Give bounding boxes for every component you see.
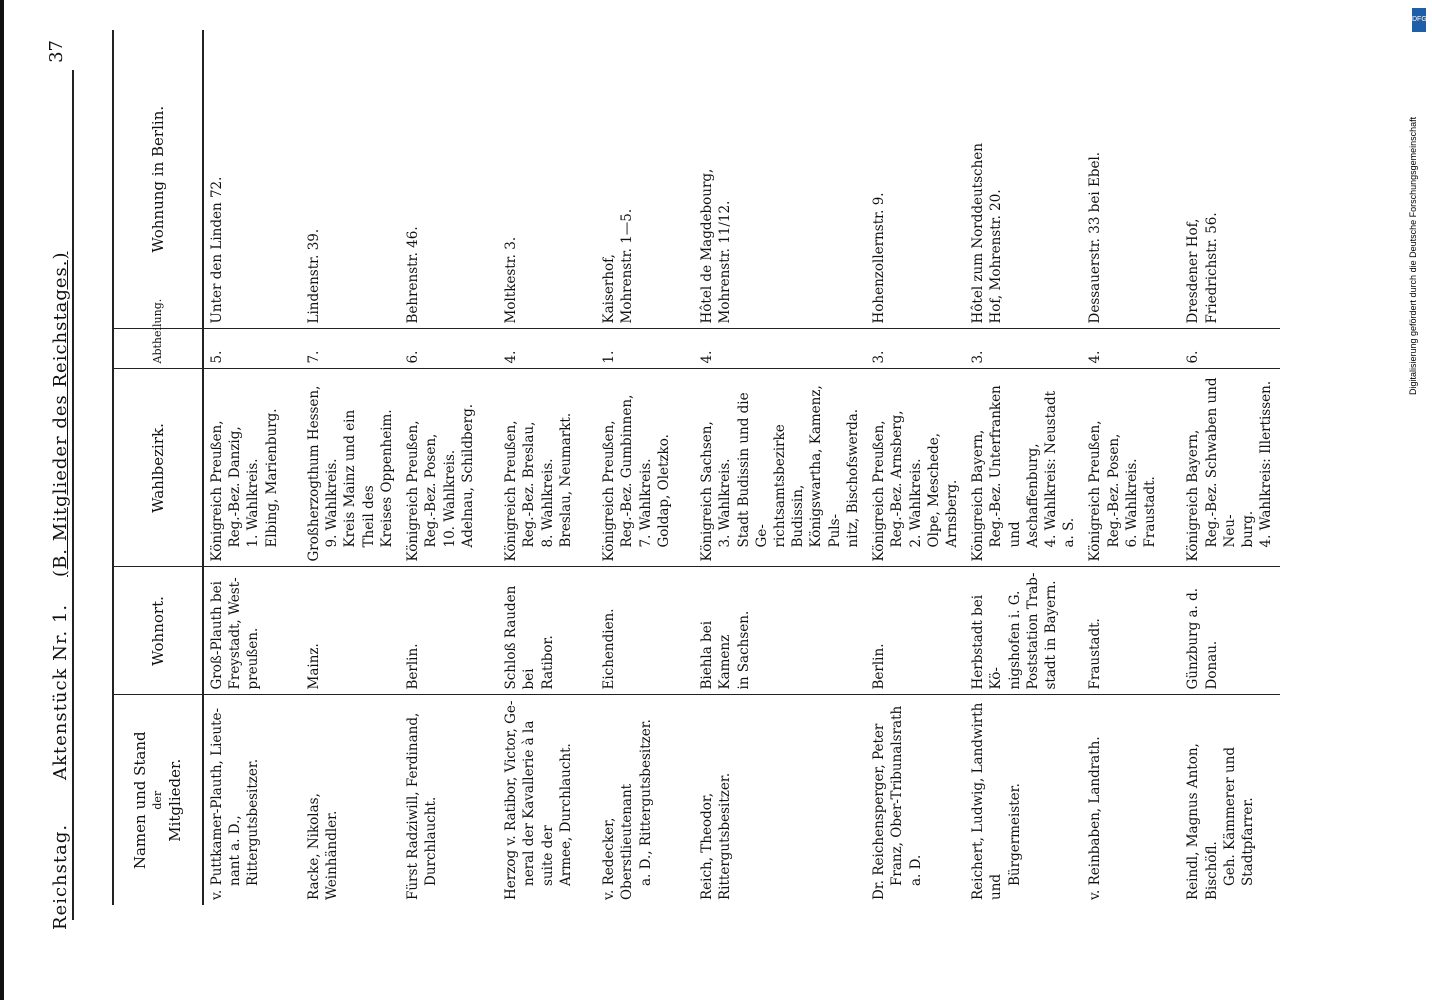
name-line: Geh. Kämmerer und Stadtpfarrer. bbox=[1221, 747, 1257, 886]
table-body bbox=[203, 30, 1280, 905]
cell-name bbox=[1082, 695, 1180, 905]
cell-name bbox=[866, 695, 965, 905]
name-line: Racke, Nikolas, Weinhändler. bbox=[306, 793, 341, 900]
wahlbezirk-line: Reg.-Bez. Schwaben und Neu- bbox=[1203, 377, 1238, 548]
running-head-center bbox=[50, 252, 71, 780]
document-number: Aktenstück Nr. 1. bbox=[50, 603, 71, 780]
wohnung-line: Behrenstr. 46. bbox=[405, 226, 422, 324]
wahlbezirk-line: 7. Wahlkreis. bbox=[637, 458, 654, 548]
name-line: nant a. D., Rittergutsbesitzer. bbox=[227, 758, 262, 886]
cell-wahlbezirk bbox=[400, 369, 498, 567]
cell-wohnort bbox=[203, 567, 301, 695]
cell-wohnung bbox=[866, 30, 965, 329]
wohnort-line: Mainz. bbox=[306, 643, 322, 690]
name-line: Armee, Durchlaucht. bbox=[557, 743, 574, 886]
table-header-row bbox=[113, 30, 203, 905]
wohnort-line: Poststation Trab- bbox=[1024, 572, 1041, 690]
cell-abtheilung: 6. bbox=[1180, 329, 1279, 369]
cell-name bbox=[203, 695, 301, 905]
cell-abtheilung: 4. bbox=[498, 329, 596, 369]
wohnung-line: Unter den Linden 72. bbox=[209, 176, 225, 324]
name-line: Franz, Ober-Tribunalsrath a. D. bbox=[889, 705, 924, 886]
running-head-rule bbox=[72, 70, 74, 920]
table-row bbox=[400, 30, 498, 905]
wohnung-line: Hôtel zum Norddeutschen bbox=[970, 143, 987, 324]
table-row bbox=[203, 30, 301, 905]
wahlbezirk-line: Königreich Preußen, bbox=[1087, 420, 1104, 562]
cell-wohnort bbox=[866, 567, 965, 695]
cell-wohnort bbox=[596, 567, 694, 695]
wahlbezirk-line: Königreich Bayern, bbox=[1185, 429, 1202, 562]
table-row bbox=[596, 30, 694, 905]
cell-abtheilung: 5. bbox=[203, 329, 301, 369]
name-line: Dr. Reichensperger, Peter bbox=[871, 723, 888, 900]
cell-wahlbezirk bbox=[965, 369, 1082, 567]
column-header-wohnung: Wohnung in Berlin. bbox=[113, 30, 203, 329]
cell-name bbox=[498, 695, 596, 905]
wohnort-line: nigshofen i. G. bbox=[1006, 590, 1023, 690]
wohnort-line: Freystadt, West- bbox=[227, 577, 244, 690]
wohnort-line: Donau. bbox=[1203, 640, 1220, 690]
column-header-wahlbezirk: Wahlbezirk. bbox=[113, 369, 203, 567]
wahlbezirk-line: Königswartha, Kamenz, Puls- bbox=[808, 385, 843, 548]
wahlbezirk-line: 6. Wahlkreis. bbox=[1123, 458, 1140, 548]
wohnort-line: Ratibor. bbox=[539, 635, 556, 690]
wohnung-line: Moltkestr. 3. bbox=[503, 236, 520, 324]
wahlbezirk-line: Königreich Preußen, bbox=[871, 420, 888, 562]
running-head-left: Reichstag. bbox=[50, 823, 71, 930]
cell-wahlbezirk bbox=[596, 369, 694, 567]
cell-name bbox=[1180, 695, 1279, 905]
wahlbezirk-line: richtsamtsbezirke Budissin, bbox=[771, 424, 807, 548]
name-line: Durchlaucht. bbox=[423, 796, 440, 886]
cell-name bbox=[301, 695, 400, 905]
table-row bbox=[1082, 30, 1180, 905]
cell-abtheilung: 3. bbox=[866, 329, 965, 369]
name-line: v. Puttkamer-Plauth, Lieute- bbox=[209, 707, 225, 900]
table-row bbox=[301, 30, 400, 905]
cell-wahlbezirk bbox=[1180, 369, 1279, 567]
wahlbezirk-line: Königreich Preußen, bbox=[503, 420, 520, 562]
cell-wahlbezirk bbox=[301, 369, 400, 567]
cell-wohnort bbox=[498, 567, 596, 695]
cell-abtheilung: 4. bbox=[694, 329, 866, 369]
name-line: a. D., Rittergutsbesitzer. bbox=[637, 719, 654, 886]
name-line: Reindl, Magnus Anton, Bischöfl. bbox=[1185, 743, 1220, 900]
cell-wohnung bbox=[400, 30, 498, 329]
running-head bbox=[42, 40, 82, 930]
cell-wahlbezirk bbox=[694, 369, 866, 567]
wahlbezirk-line: Fraustadt. bbox=[1142, 476, 1159, 548]
table-row bbox=[694, 30, 866, 905]
wahlbezirk-line: Goldap, Oletzko. bbox=[655, 434, 672, 548]
cell-wahlbezirk bbox=[203, 369, 301, 567]
cell-wahlbezirk bbox=[498, 369, 596, 567]
dfg-logo: DFG bbox=[1412, 8, 1426, 32]
cell-wahlbezirk bbox=[1082, 369, 1180, 567]
name-line: Reich, Theodor, Rittergutsbesitzer. bbox=[699, 772, 734, 900]
digitization-notice bbox=[1406, 0, 1432, 1000]
name-line: v. Reinbaben, Landrath. bbox=[1087, 736, 1104, 900]
wohnung-line: Friedrichstr. 56. bbox=[1203, 212, 1220, 324]
cell-name bbox=[400, 695, 498, 905]
wohnung-line: Dessauerstr. 33 bei Ebel. bbox=[1087, 151, 1104, 324]
wahlbezirk-line: Stadt Budissin und die Ge- bbox=[735, 392, 770, 548]
wahlbezirk-line: Olpe, Meschede, Arnsberg. bbox=[925, 432, 960, 548]
cell-abtheilung: 6. bbox=[400, 329, 498, 369]
wohnung-line: Mohrenstr. 1—5. bbox=[619, 208, 636, 324]
wohnort-line: Eichendien. bbox=[601, 608, 618, 690]
wohnort-line: Groß-Plauth bei bbox=[209, 581, 225, 690]
wohnung-line: Mohrenstr. 11/12. bbox=[717, 200, 734, 324]
wahlbezirk-line: Reg.-Bez. Posen, bbox=[1105, 433, 1122, 548]
name-line: v. Redecker, Oberstlieutenant bbox=[601, 783, 636, 900]
cell-abtheilung: 3. bbox=[965, 329, 1082, 369]
cell-wohnort bbox=[400, 567, 498, 695]
cell-abtheilung: 7. bbox=[301, 329, 400, 369]
table-row bbox=[1180, 30, 1279, 905]
members-table bbox=[112, 30, 1280, 905]
wahlbezirk-line: 1. Wahlkreis. bbox=[245, 458, 262, 548]
wahlbezirk-line: Kreises Oppenheim. bbox=[378, 409, 395, 548]
wohnung-line: Lindenstr. 39. bbox=[306, 228, 322, 324]
wahlbezirk-line: Reg.-Bez. Danzig, bbox=[227, 426, 244, 548]
page-number: 37 bbox=[46, 40, 67, 63]
cell-wohnung bbox=[203, 30, 301, 329]
wahlbezirk-line: Breslau, Neumarkt. bbox=[557, 412, 574, 548]
wahlbezirk-line: Adelnau, Schildberg. bbox=[459, 403, 476, 548]
wohnung-line: Hohenzollernstr. 9. bbox=[871, 192, 888, 324]
wohnort-line: in Sachsen. bbox=[735, 610, 752, 690]
wahlbezirk-line: nitz, Bischofswerda. bbox=[844, 408, 861, 548]
wahlbezirk-line: Reg.-Bez. Breslau, bbox=[521, 421, 538, 548]
wahlbezirk-line: Aschaffenburg, bbox=[1024, 443, 1041, 548]
wohnort-line: stadt in Bayern. bbox=[1043, 580, 1060, 690]
wahlbezirk-line: Reg.-Bez. Unterfranken und bbox=[988, 385, 1023, 548]
cell-name bbox=[596, 695, 694, 905]
digitization-notice-text: Digitalisierung gefördert durch die Deutsche Forschungsgemeinschaft bbox=[1408, 116, 1418, 395]
wohnort-line: Herbstadt bei Kö- bbox=[970, 594, 1005, 690]
table-row bbox=[866, 30, 965, 905]
wahlbezirk-line: 9. Wahlkreis. bbox=[324, 458, 341, 548]
cell-abtheilung: 1. bbox=[596, 329, 694, 369]
cell-abtheilung: 4. bbox=[1082, 329, 1180, 369]
cell-name bbox=[694, 695, 866, 905]
wahlbezirk-line: 10. Wahlkreis. bbox=[441, 449, 458, 548]
wahlbezirk-line: Reg.-Bez. Gumbinnen, bbox=[619, 394, 636, 548]
cell-name bbox=[965, 695, 1082, 905]
wohnung-line: Hôtel de Magdebourg, bbox=[699, 168, 716, 324]
wohnort-line: Berlin. bbox=[405, 643, 422, 690]
name-line: Bürgermeister. bbox=[1006, 783, 1023, 886]
wohnung-line: Kaiserhof, bbox=[601, 254, 618, 324]
name-line: neral der Kavallerie à la suite der bbox=[521, 720, 556, 886]
wahlbezirk-line: Reg.-Bez. Arnsberg, bbox=[889, 410, 906, 548]
wahlbezirk-line: 3. Wahlkreis. bbox=[717, 458, 734, 548]
section-title: (B. Mitglieder des Reichstages.) bbox=[50, 251, 71, 577]
table-row bbox=[498, 30, 596, 905]
column-header-abtheilung: Abtheilung. bbox=[113, 329, 203, 369]
wohnort-line: Berlin. bbox=[871, 643, 888, 690]
wahlbezirk-line: burg. bbox=[1240, 510, 1257, 548]
wohnung-line: Hof, Mohrenstr. 20. bbox=[988, 189, 1005, 324]
wahlbezirk-line: Königreich Sachsen, bbox=[699, 421, 716, 562]
wohnort-line: Fraustadt. bbox=[1087, 618, 1104, 690]
cell-wohnort bbox=[1082, 567, 1180, 695]
wahlbezirk-line: Königreich Preußen, bbox=[601, 420, 618, 562]
wahlbezirk-line: Königreich Preußen, bbox=[209, 420, 225, 562]
wahlbezirk-line: Kreis Mainz und ein Theil des bbox=[342, 409, 377, 548]
wahlbezirk-line: 8. Wahlkreis. bbox=[539, 458, 556, 548]
wahlbezirk-line: Großherzogthum Hessen, bbox=[306, 385, 322, 562]
cell-wohnort bbox=[1180, 567, 1279, 695]
name-line: Fürst Radziwill, Ferdinand, bbox=[405, 712, 422, 900]
cell-wohnort bbox=[301, 567, 400, 695]
wahlbezirk-line: 4. Wahlkreis: Neustadt a. S. bbox=[1043, 390, 1078, 548]
wahlbezirk-line: Reg.-Bez. Posen, bbox=[423, 433, 440, 548]
wahlbezirk-line: Königreich Bayern, bbox=[970, 429, 987, 562]
wohnort-line: Biehla bei Kamenz bbox=[699, 620, 734, 690]
wohnort-line: preußen. bbox=[245, 627, 262, 690]
wohnort-line: Schloß Rauden bei bbox=[503, 585, 538, 690]
cell-wahlbezirk bbox=[866, 369, 965, 567]
cell-wohnung bbox=[965, 30, 1082, 329]
cell-wohnung bbox=[694, 30, 866, 329]
column-header-wohnort: Wohnort. bbox=[113, 567, 203, 695]
cell-wohnung bbox=[301, 30, 400, 329]
name-line: Herzog v. Ratibor, Victor, Ge- bbox=[503, 700, 520, 900]
wohnort-line: Günzburg a. d. bbox=[1185, 587, 1202, 690]
name-line: Reichert, Ludwig, Landwirth und bbox=[970, 702, 1005, 900]
cell-wohnung bbox=[1082, 30, 1180, 329]
cell-wohnort bbox=[694, 567, 866, 695]
wahlbezirk-line: 2. Wahlkreis. bbox=[907, 458, 924, 548]
wohnung-line: Dresdener Hof, bbox=[1185, 218, 1202, 324]
cell-wohnung bbox=[596, 30, 694, 329]
wahlbezirk-line: Elbing, Marienburg. bbox=[263, 408, 280, 548]
column-header-name: Namen und Stand der Mitglieder. bbox=[113, 695, 203, 905]
cell-wohnung bbox=[498, 30, 596, 329]
wahlbezirk-line: Königreich Preußen, bbox=[405, 420, 422, 562]
table-row bbox=[965, 30, 1082, 905]
cell-wohnort bbox=[965, 567, 1082, 695]
wahlbezirk-line: 4. Wahlkreis: Illertissen. bbox=[1258, 380, 1275, 548]
cell-wohnung bbox=[1180, 30, 1279, 329]
